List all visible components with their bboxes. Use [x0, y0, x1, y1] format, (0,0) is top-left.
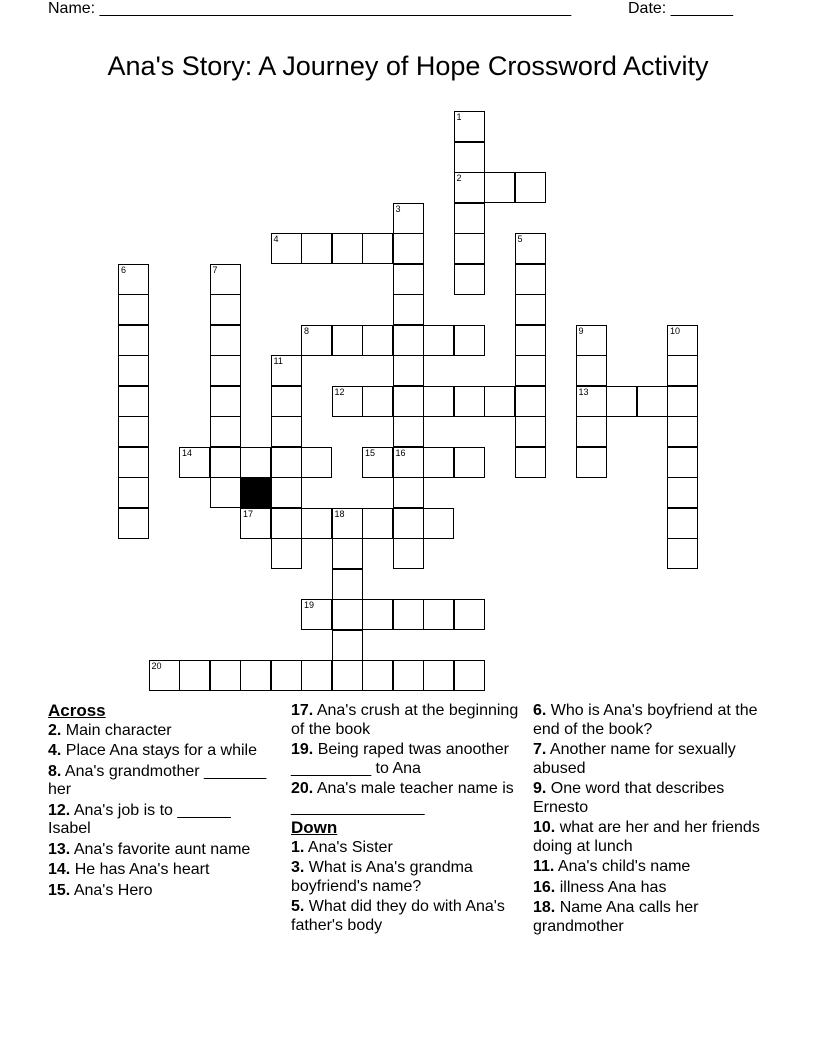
clue-text: Ana's child's name	[557, 858, 691, 875]
grid-cell[interactable]	[515, 325, 546, 356]
grid-cell[interactable]	[576, 416, 607, 447]
clue-down-3	[291, 859, 523, 896]
grid-cell[interactable]	[210, 416, 241, 447]
grid-cell[interactable]	[332, 660, 363, 691]
clue-number: 18.	[533, 899, 556, 916]
grid-cell[interactable]	[301, 447, 332, 478]
clue-text: Ana's crush at the beginning of the book	[291, 702, 519, 738]
grid-cell[interactable]	[454, 660, 485, 691]
grid-cell[interactable]	[423, 386, 454, 417]
clue-down-10	[533, 819, 765, 856]
clue-text: Main character	[65, 721, 172, 739]
clue-text: Ana's favorite aunt name	[73, 840, 251, 858]
grid-cell[interactable]	[118, 294, 149, 325]
clue-down-16	[533, 879, 765, 898]
cell-number: 11	[273, 356, 283, 366]
cell-number: 16	[395, 447, 406, 458]
grid-cell[interactable]	[210, 264, 241, 295]
grid-cell[interactable]	[301, 660, 332, 691]
clue-text: Ana's grandmother _______ her	[48, 762, 267, 798]
grid-cell[interactable]	[454, 172, 485, 203]
clue-number: 16.	[533, 878, 556, 896]
grid-cell[interactable]	[423, 325, 454, 356]
grid-cell[interactable]	[606, 386, 637, 417]
grid-cell[interactable]	[454, 386, 485, 417]
grid-cell[interactable]	[667, 477, 698, 508]
clue-across-15	[48, 882, 273, 901]
clue-down-6	[533, 702, 765, 739]
clue-across-12	[48, 802, 273, 839]
grid-cell[interactable]	[118, 477, 149, 508]
clue-text: Place Ana stays for a while	[65, 742, 258, 759]
clue-text: illness Ana has	[559, 878, 667, 896]
grid-cell[interactable]	[393, 660, 424, 691]
grid-cell[interactable]	[423, 660, 454, 691]
grid-cell[interactable]	[210, 325, 241, 356]
grid-cell[interactable]	[332, 569, 363, 600]
grid-cell[interactable]	[515, 386, 546, 417]
grid-cell[interactable]	[332, 599, 363, 630]
clue-column-2	[291, 702, 523, 937]
grid-cell[interactable]	[454, 325, 485, 356]
grid-cell[interactable]	[454, 599, 485, 630]
black-cell	[240, 477, 271, 508]
cell-number: 2	[456, 173, 462, 183]
clue-text: Ana's Hero	[73, 881, 153, 899]
clue-number: 17.	[291, 702, 314, 719]
clue-number: 4.	[48, 742, 62, 759]
grid-cell[interactable]	[362, 660, 393, 691]
clue-across-14	[48, 861, 273, 880]
grid-cell[interactable]	[667, 325, 698, 356]
cell-number: 18	[334, 508, 345, 519]
grid-cell[interactable]	[393, 416, 424, 447]
grid-cell[interactable]	[118, 325, 149, 356]
page-title: Ana's Story: A Journey of Hope Crossword Activity	[107, 51, 709, 81]
grid-cell[interactable]	[393, 386, 424, 417]
grid-cell[interactable]	[362, 233, 393, 264]
grid-cell[interactable]	[301, 233, 332, 264]
cell-number: 17	[243, 508, 254, 519]
grid-cell[interactable]	[179, 660, 210, 691]
clue-down-5	[291, 898, 523, 935]
grid-cell[interactable]	[454, 233, 485, 264]
across-heading: Across	[48, 701, 106, 720]
grid-cell[interactable]	[362, 325, 393, 356]
clue-text: what are her and her friends doing at lunch	[533, 819, 760, 855]
grid-cell[interactable]	[118, 264, 149, 295]
clue-across-13	[48, 841, 273, 860]
grid-cell[interactable]	[301, 325, 332, 356]
grid-cell[interactable]	[332, 325, 363, 356]
clue-text: Ana's job is to ______ Isabel	[48, 801, 231, 837]
grid-cell[interactable]	[332, 630, 363, 661]
cell-number: 6	[121, 264, 127, 275]
grid-cell[interactable]	[240, 660, 271, 691]
grid-cell[interactable]	[393, 477, 424, 508]
cell-number: 4	[273, 234, 279, 244]
grid-cell[interactable]	[240, 508, 271, 539]
grid-cell[interactable]	[271, 416, 302, 447]
clue-text: He has Ana's heart	[74, 861, 210, 878]
grid-cell[interactable]	[667, 416, 698, 447]
clue-text: Ana's male teacher name is _______________	[291, 780, 514, 816]
grid-cell[interactable]	[454, 142, 485, 173]
clue-text: One word that describes Ernesto	[533, 780, 725, 816]
clue-across-8	[48, 763, 273, 800]
grid-cell[interactable]	[393, 538, 424, 569]
grid-cell[interactable]	[454, 111, 485, 142]
grid-cell[interactable]	[118, 355, 149, 386]
clue-column-3	[533, 702, 765, 938]
grid-cell[interactable]	[393, 294, 424, 325]
clue-column-1	[48, 702, 273, 902]
grid-cell[interactable]	[393, 233, 424, 264]
cell-number: 10	[670, 325, 681, 336]
clue-number: 7.	[533, 741, 547, 758]
clue-text: What did they do with Ana's father's body	[291, 898, 505, 934]
grid-cell[interactable]	[362, 386, 393, 417]
clue-number: 11.	[533, 858, 555, 875]
grid-cell[interactable]	[271, 386, 302, 417]
clue-across-2	[48, 722, 273, 741]
grid-cell[interactable]	[393, 203, 424, 234]
grid-cell[interactable]	[576, 355, 607, 386]
clue-text: Who is Ana's boyfriend at the end of the book?	[533, 702, 758, 738]
grid-cell[interactable]	[271, 508, 302, 539]
grid-cell[interactable]	[301, 508, 332, 539]
grid-cell[interactable]	[667, 538, 698, 569]
clue-number: 2.	[48, 721, 62, 739]
date-line: Date: _______	[628, 0, 733, 17]
clue-across-4	[48, 742, 273, 761]
cell-number: 1	[456, 112, 462, 122]
grid-cell[interactable]	[271, 538, 302, 569]
clue-number: 20.	[291, 780, 314, 797]
clue-across-20	[291, 780, 523, 817]
grid-cell[interactable]	[515, 294, 546, 325]
grid-cell[interactable]	[393, 355, 424, 386]
grid-cell[interactable]	[393, 599, 424, 630]
grid-cell[interactable]	[332, 386, 363, 417]
cell-number: 12	[334, 386, 345, 397]
clue-number: 13.	[48, 840, 71, 858]
grid-cell[interactable]	[118, 416, 149, 447]
clue-number: 12.	[48, 801, 71, 819]
clue-down-18	[533, 899, 765, 936]
grid-cell[interactable]	[484, 386, 515, 417]
grid-cell[interactable]	[576, 386, 607, 417]
clue-text: Another name for sexually abused	[533, 741, 736, 777]
grid-cell[interactable]	[667, 508, 698, 539]
clue-number: 6.	[533, 702, 547, 719]
clue-number: 5.	[291, 898, 305, 915]
grid-cell[interactable]	[362, 599, 393, 630]
clue-down-1	[291, 839, 523, 858]
grid-cell[interactable]	[454, 203, 485, 234]
grid-cell[interactable]	[637, 386, 668, 417]
grid-cell[interactable]	[515, 264, 546, 295]
grid-cell[interactable]	[576, 325, 607, 356]
clue-across-17	[291, 702, 523, 739]
cell-number: 9	[578, 325, 584, 336]
grid-cell[interactable]	[332, 538, 363, 569]
grid-cell[interactable]	[393, 325, 424, 356]
grid-cell[interactable]	[393, 508, 424, 539]
clue-down-7	[533, 741, 765, 778]
grid-cell[interactable]	[332, 233, 363, 264]
grid-cell[interactable]	[667, 386, 698, 417]
cell-number: 14	[182, 447, 193, 458]
grid-cell[interactable]	[210, 447, 241, 478]
cell-number: 5	[517, 234, 523, 244]
grid-cell[interactable]	[271, 355, 302, 386]
grid-cell[interactable]	[332, 508, 363, 539]
grid-cell[interactable]	[271, 477, 302, 508]
cell-number: 20	[151, 661, 162, 671]
clue-number: 1.	[291, 838, 305, 856]
grid-cell[interactable]	[667, 447, 698, 478]
grid-cell[interactable]	[362, 447, 393, 478]
grid-cell[interactable]	[393, 447, 424, 478]
grid-cell[interactable]	[515, 447, 546, 478]
grid-cell[interactable]	[423, 508, 454, 539]
clue-number: 8.	[48, 762, 62, 780]
grid-cell[interactable]	[271, 447, 302, 478]
clue-text: What is Ana's grandma boyfriend's name?	[291, 859, 473, 895]
clue-down-9	[533, 780, 765, 817]
cell-number: 15	[365, 447, 376, 458]
down-heading: Down	[291, 818, 338, 837]
clue-text: Ana's Sister	[307, 838, 393, 856]
grid-cell[interactable]	[271, 660, 302, 691]
clue-number: 10.	[533, 819, 556, 836]
clue-text: Name Ana calls her grandmother	[533, 899, 699, 935]
grid-cell[interactable]	[423, 599, 454, 630]
grid-cell[interactable]	[301, 599, 332, 630]
grid-cell[interactable]	[179, 447, 210, 478]
grid-cell[interactable]	[210, 660, 241, 691]
grid-cell[interactable]	[118, 508, 149, 539]
clue-number: 3.	[291, 859, 305, 876]
grid-cell[interactable]	[576, 447, 607, 478]
clue-number: 15.	[48, 881, 71, 899]
clue-across-19	[291, 741, 523, 778]
grid-cell[interactable]	[515, 172, 546, 203]
cell-number: 8	[304, 325, 310, 336]
clue-down-11	[533, 858, 765, 877]
grid-cell[interactable]	[240, 447, 271, 478]
grid-cell[interactable]	[271, 233, 302, 264]
grid-cell[interactable]	[149, 660, 180, 691]
grid-cell[interactable]	[484, 172, 515, 203]
clue-text: Being raped twas anoother _________ to Ana	[291, 741, 509, 777]
name-line: Name: _____________________________________________________	[48, 0, 572, 17]
cell-number: 3	[395, 203, 401, 214]
grid-cell[interactable]	[515, 355, 546, 386]
clue-number: 14.	[48, 861, 71, 878]
cell-number: 7	[212, 264, 218, 275]
grid-cell[interactable]	[515, 416, 546, 447]
cell-number: 19	[304, 600, 315, 610]
grid-cell[interactable]	[423, 447, 454, 478]
grid-cell[interactable]	[515, 233, 546, 264]
grid-cell[interactable]	[454, 447, 485, 478]
grid-cell[interactable]	[118, 447, 149, 478]
clue-number: 19.	[291, 741, 314, 758]
grid-cell[interactable]	[210, 294, 241, 325]
grid-cell[interactable]	[362, 508, 393, 539]
grid-cell[interactable]	[210, 386, 241, 417]
grid-cell[interactable]	[454, 264, 485, 295]
grid-cell[interactable]	[393, 264, 424, 295]
grid-cell[interactable]	[210, 477, 241, 508]
grid-cell[interactable]	[118, 386, 149, 417]
grid-cell[interactable]	[667, 355, 698, 386]
grid-cell[interactable]	[210, 355, 241, 386]
cell-number: 13	[578, 386, 589, 397]
clue-number: 9.	[533, 780, 547, 797]
